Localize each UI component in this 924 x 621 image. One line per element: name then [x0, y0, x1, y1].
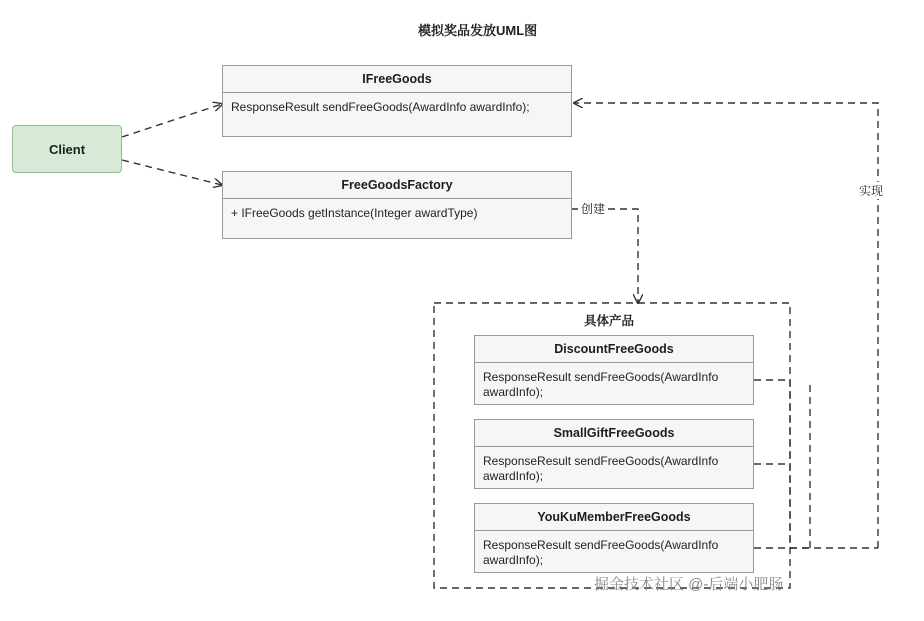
class-name-smallgiftfreegoods: SmallGiftFreeGoods [475, 420, 753, 447]
class-box-ifreegoods[interactable] [222, 65, 572, 137]
class-methods-youkumemberfreegoods: ResponseResult sendFreeGoods(AwardInfo awardInfo); [483, 538, 719, 567]
edge-label-implement: 实现 [856, 182, 886, 199]
class-methods-smallgiftfreegoods: ResponseResult sendFreeGoods(AwardInfo awardInfo); [483, 454, 719, 483]
client-node[interactable] [12, 125, 122, 173]
class-box-freegoodsfactory[interactable] [222, 171, 572, 239]
class-methods-freegoodsfactory: + IFreeGoods getInstance(Integer awardType) [231, 206, 478, 220]
client-label: Client [48, 141, 86, 157]
class-methods-ifreegoods: ResponseResult sendFreeGoods(AwardInfo awardInfo); [231, 100, 530, 114]
class-name-discountfreegoods: DiscountFreeGoods [475, 336, 753, 363]
edge-label-create: 创建 [578, 200, 608, 217]
class-box-youkumemberfreegoods[interactable] [474, 503, 754, 573]
watermark-text: 掘金技术社区 @-后端小肥肠 [594, 576, 784, 593]
class-name-ifreegoods: IFreeGoods [223, 66, 571, 93]
group-label-concrete-products: 具体产品 [578, 311, 640, 329]
class-methods-discountfreegoods: ResponseResult sendFreeGoods(AwardInfo awardInfo); [483, 370, 719, 399]
diagram-title: 模拟奖品发放UML图 [418, 23, 538, 38]
class-name-youkumemberfreegoods: YouKuMemberFreeGoods [475, 504, 753, 531]
class-box-smallgiftfreegoods[interactable] [474, 419, 754, 489]
class-box-discountfreegoods[interactable] [474, 335, 754, 405]
class-name-freegoodsfactory: FreeGoodsFactory [223, 172, 571, 199]
